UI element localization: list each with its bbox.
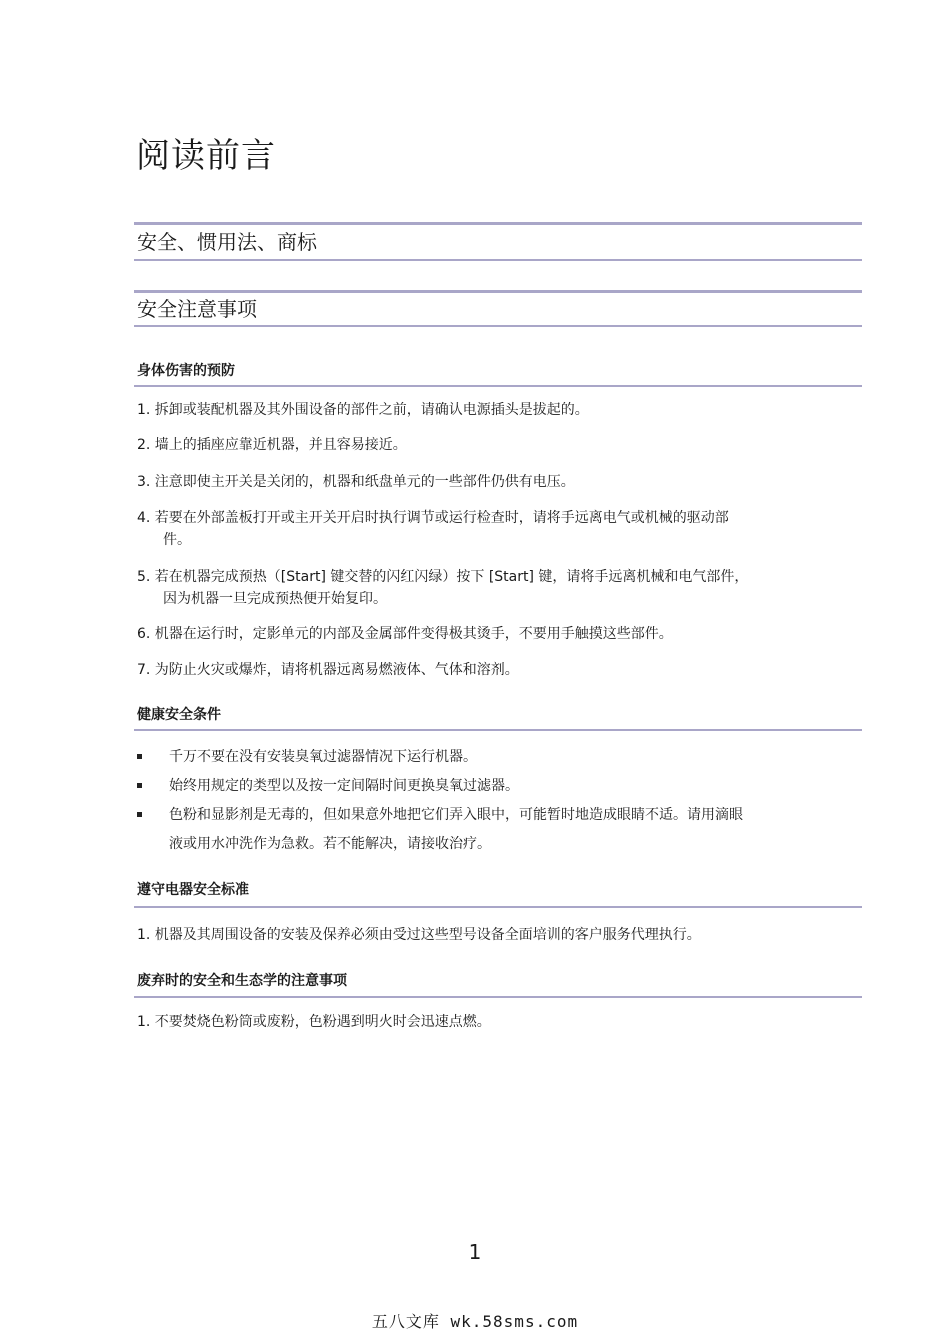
divider xyxy=(134,729,862,731)
list-item: 始终用规定的类型以及按一定间隔时间更换臭氧过滤器。 xyxy=(169,778,519,794)
list-item: 1. 拆卸或装配机器及其外围设备的部件之前，请确认电源插头是拔起的。 xyxy=(137,402,589,418)
subheading-disposal: 废弃时的安全和生态学的注意事项 xyxy=(137,973,347,989)
footer-watermark: 五八文库 wk.58sms.com xyxy=(371,1312,579,1331)
list-item: 色粉和显影剂是无毒的，但如果意外地把它们弄入眼中，可能暂时地造成眼睛不适。请用滴眼 xyxy=(169,807,743,823)
divider xyxy=(134,906,862,908)
divider xyxy=(134,222,862,225)
list-item: 5. 若在机器完成预热（[Start] 键交替的闪红闪绿）按下 [Start] 键，请将手远离机械和电气部件， xyxy=(137,569,749,585)
list-item: 6. 机器在运行时，定影单元的内部及金属部件变得极其烫手，不要用手触摸这些部件。 xyxy=(137,626,673,642)
list-item: 1. 不要焚烧色粉筒或废粉，色粉遇到明火时会迅速点燃。 xyxy=(137,1014,491,1030)
subheading-health-safety: 健康安全条件 xyxy=(137,707,221,723)
list-item: 2. 墙上的插座应靠近机器，并且容易接近。 xyxy=(137,437,407,453)
list-item: 千万不要在没有安装臭氧过滤器情况下运行机器。 xyxy=(169,749,477,765)
divider xyxy=(134,259,862,261)
divider xyxy=(134,996,862,998)
divider xyxy=(134,325,862,327)
bullet-icon xyxy=(137,812,142,817)
list-item: 1. 机器及其周围设备的安装及保养必须由受过这些型号设备全面培训的客户服务代理执行。 xyxy=(137,927,701,943)
divider xyxy=(134,385,862,387)
subheading-injury-prevention: 身体伤害的预防 xyxy=(137,363,235,379)
list-item: 3. 注意即使主开关是关闭的，机器和纸盘单元的一些部件仍供有电压。 xyxy=(137,474,575,490)
list-item-continuation: 件。 xyxy=(163,532,191,548)
list-item-continuation: 因为机器一旦完成预热便开始复印。 xyxy=(163,591,387,607)
subheading-electrical-standards: 遵守电器安全标准 xyxy=(137,882,249,898)
section-heading-safety-conventions: 安全、惯用法、商标 xyxy=(137,230,317,254)
divider xyxy=(134,290,862,293)
bullet-icon xyxy=(137,754,142,759)
list-item: 7. 为防止火灾或爆炸，请将机器远离易燃液体、气体和溶剂。 xyxy=(137,662,519,678)
list-item-continuation: 液或用水冲洗作为急救。若不能解决，请接收治疗。 xyxy=(169,836,491,852)
page-number: 1 xyxy=(468,1240,482,1264)
bullet-icon xyxy=(137,783,142,788)
list-item: 4. 若要在外部盖板打开或主开关开启时执行调节或运行检查时，请将手远离电气或机械的驱动部 xyxy=(137,510,729,526)
page-title: 阅读前言 xyxy=(136,136,276,176)
section-heading-safety-notes: 安全注意事项 xyxy=(137,297,257,321)
